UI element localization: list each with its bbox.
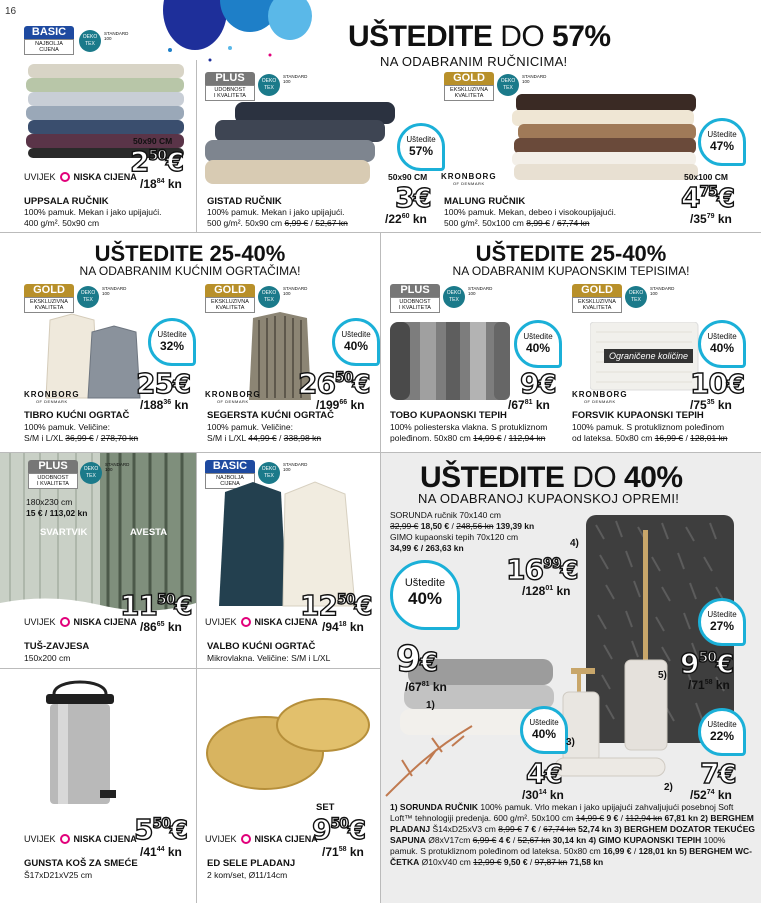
curtain-info-price: 15 € / 113,02 kn [26,508,88,518]
sele-price: $9^{50}€$ [312,813,366,846]
malung-name: MALUNG RUČNIK [444,196,526,207]
malung-size: 50x100 CM [684,172,728,182]
gimo-price-big: $16^{99}€$ [506,553,578,586]
curtain-name: TUŠ-ZAVJESA [24,641,90,652]
standard-label: STANDARD 100 [650,286,675,296]
tibro-robes-image [40,310,145,400]
curtain-info-size: 180x230 cm [26,497,73,507]
oeko-tex-icon: OEKO TEX [625,286,647,308]
uppsala-price-kn: $/18^{84}$ kn [140,177,182,191]
standard-label: STANDARD 100 [283,74,308,84]
gistad-price-kn: $/22^{60}$ kn [385,212,427,226]
item-number-5: 5) [658,670,667,681]
curtain-desc: 150x200 cm [24,653,71,663]
dispenser-discount-bubble: Uštedite 40% [520,706,568,754]
segersta-price: $26^{50}€$ [298,367,370,400]
gistad-price: 3€ [395,181,431,214]
segersta-discount-bubble: Uštedite 40% [332,318,380,366]
standard-label: STANDARD 100 [102,286,127,296]
oeko-tex-icon: OEKO TEX [258,462,280,484]
tibro-desc: 100% pamuk. Veličine: [24,422,110,432]
uvijek-niska-cijena-logo: UVIJEK NISKA CIJENA [24,617,137,627]
plus-badge: PLUS UDOBNOST I KVALITETA [390,284,440,313]
forsvik-desc-2: od lateksa. 50x80 cm 16,99 € / 128,01 kn [572,433,728,443]
malung-discount-bubble: Uštedite 47% [698,118,746,166]
sele-trays-image [205,695,375,795]
tray-price-kn: $/52^{74}$ kn [690,788,732,802]
uppsala-size: 50x90 CM [133,136,173,146]
uvijek-niska-cijena-logo: UVIJEK NISKA CIJENA [205,617,318,627]
malung-price: $4^{75}€$ [681,181,735,214]
uvijek-niska-cijena-logo: UVIJEK NISKA CIJENA [24,172,137,182]
divider [196,60,197,232]
gimo-price: 34,99 € / 263,63 kn [390,543,464,553]
forsvik-price: 10€ [690,367,745,400]
malung-towels-image [512,92,702,182]
standard-label: STANDARD 100 [104,31,129,41]
gistad-desc: 100% pamuk. Mekan i jako upijajući. [207,207,345,217]
item-number-3: 3) [566,737,575,748]
item-number-1: 1) [426,700,435,711]
gunsta-price: $5^{50}€$ [134,813,188,846]
limited-quantity-tag: Ograničene količine [604,349,693,363]
forsvik-discount-bubble: Uštedite 40% [698,320,746,368]
rugs-section-title: UŠTEDITE 25-40% [475,241,667,266]
forsvik-price-kn: $/75^{35}$ kn [690,398,732,412]
forsvik-desc: 100% pamuk. S protukliznom poleđinom [572,422,725,432]
uppsala-desc: 100% pamuk. Mekan i jako upijajući. 400 g/m². 50x90 cm [24,207,162,228]
tobo-rug-image [390,322,512,402]
gimo-line: GIMO kupaonski tepih 70x120 cm [390,532,519,542]
item-number-2: 2) [664,782,673,793]
malung-desc: 100% pamuk. Mekan, debeo i visokoupijajući. [444,207,616,217]
divider [196,452,197,903]
page-number: 16 [5,6,17,17]
brush-price: $9^{50}€$ [680,647,734,680]
kronborg-logo: KRONBORG OF DENMARK [572,390,628,404]
gunsta-desc: Š17xD21xV25 cm [24,870,93,880]
tray-discount-bubble: Uštedite 22% [698,708,746,756]
brush-discount-bubble: Uštedite 27% [698,598,746,646]
curtain-label-avesta: AVESTA [130,527,168,538]
dispenser-price-kn: $/30^{14}$ kn [522,788,564,802]
kronborg-logo: KRONBORG OF DENMARK [205,390,261,404]
gold-badge: GOLD EKSKLUZIVNA KVALITETA [444,72,494,101]
oeko-tex-icon: OEKO TEX [258,286,280,308]
hero-title: UŠTEDITE DO 57% [348,20,611,53]
oeko-tex-icon: OEKO TEX [77,286,99,308]
oeko-tex-icon: OEKO TEX [80,462,102,484]
segersta-desc: 100% pamuk. Veličine: [207,422,293,432]
segersta-price-kn: $/199^{66}$ kn [316,398,365,412]
sele-set-label: SET [316,802,335,813]
divider [0,668,380,669]
plus-badge: PLUS UDOBNOST I KVALITETA [205,72,255,101]
curtain-price: $11^{50}€$ [120,589,192,622]
tibro-price: 25€ [136,367,191,400]
standard-label: STANDARD 100 [105,462,130,472]
gunsta-bin-image [40,680,120,810]
bath-title: UŠTEDITE DO 40% [420,461,683,494]
gistad-desc-2: 500 g/m². 50x90 cm 6,99 € / 52,67 kn [207,218,348,228]
curtain-price-kn: $/86^{65}$ kn [140,620,182,634]
gold-badge: GOLD EKSKLUZIVNA KVALITETA [24,284,74,313]
gold-badge: GOLD EKSKLUZIVNA KVALITETA [572,284,622,313]
uvijek-niska-cijena-logo: UVIJEK NISKA CIJENA [24,834,137,844]
gunsta-name: GUNSTA KOŠ ZA SMEĆE [24,858,138,869]
gunsta-price-kn: $/41^{44}$ kn [140,845,182,859]
kronborg-logo: KRONBORG OF DENMARK [24,390,80,404]
item-number-4: 4) [570,538,579,549]
segersta-name: SEGERSTA KUĆNI OGRTAČ [207,410,335,421]
valbo-price: $12^{50}€$ [300,589,372,622]
tobo-name: TOBO KUPAONSKI TEPIH [390,410,507,421]
uppsala-name: UPPSALA RUČNIK [24,196,109,207]
brush-price-kn: $/71^{58}$ kn [688,678,730,692]
dispenser-price: 4€ [526,757,562,790]
plus-badge: PLUS UDOBNOST I KVALITETA [28,460,78,489]
tobo-price-kn: $/67^{81}$ kn [508,398,550,412]
standard-label: STANDARD 100 [468,286,493,296]
hero-subtitle: NA ODABRANIM RUČNICIMA! [380,54,568,69]
uvijek-niska-cijena-logo: UVIJEK NISKA CIJENA [205,834,318,844]
malung-desc-2: 500 g/m². 50x100 cm 8,99 € / 67,74 kn [444,218,590,228]
valbo-name: VALBO KUĆNI OGRTAČ [207,641,316,652]
tobo-desc-2: poleđinom. 50x80 cm 14,99 € / 112,94 kn [390,433,546,443]
gold-badge: GOLD EKSKLUZIVNA KVALITETA [205,284,255,313]
sele-price-kn: $/71^{58}$ kn [322,845,364,859]
sorunda-prices: 32,99 € 18,50 € / 248,56 kn 139,39 kn [390,521,535,531]
bath-discount-bubble: Uštedite 40% [390,560,460,630]
tibro-price-kn: $/188^{36}$ kn [140,398,189,412]
gistad-size: 50x90 CM [388,172,428,182]
tray-price: 7€ [700,757,736,790]
standard-label: STANDARD 100 [522,74,547,84]
curtain-label-svartvik: SVARTVIK [40,527,88,538]
branch-decoration [382,720,482,800]
standard-label: STANDARD 100 [283,286,308,296]
oeko-tex-icon: OEKO TEX [443,286,465,308]
robes-section-subtitle: NA ODABRANIM KUĆNIM OGRTAČIMA! [79,264,301,278]
standard-label: STANDARD 100 [283,462,308,472]
bath-subtitle: NA ODABRANOJ KUPAONSKOJ OPREMI! [418,491,680,506]
tobo-price: 9€ [520,367,556,400]
gistad-towels-image [205,100,400,190]
valbo-desc: Mikrovlakna. Veličine: S/M i L/XL [207,653,331,663]
basic-badge: BASIC NAJBOLJA CIJENA [205,460,255,489]
uppsala-price: $2^{50}€$ [130,145,184,178]
valbo-robes-image [215,478,365,608]
oeko-tex-icon: OEKO TEX [497,74,519,96]
tibro-desc-2: S/M i L/XL 36,99 € / 278,70 kn [24,433,139,443]
gistad-discount-bubble: Uštedite 57% [397,123,445,171]
sorunda-line: SORUNDA ručnik 70x140 cm [390,510,502,520]
forsvik-name: FORSVIK KUPAONSKI TEPIH [572,410,704,421]
gimo-price-kn: $/128^{01}$ kn [522,584,571,598]
tibro-name: TIBRO KUĆNI OGRTAČ [24,410,130,421]
malung-price-kn: $/35^{79}$ kn [690,212,732,226]
tibro-discount-bubble: Uštedite 32% [148,318,196,366]
valbo-price-kn: $/94^{18}$ kn [322,620,364,634]
sele-name: ED SELE PLADANJ [207,858,296,869]
tobo-discount-bubble: Uštedite 40% [514,320,562,368]
sele-desc: 2 kom/set, Ø11/14cm [207,870,288,880]
sorunda-price: 9€ [396,639,438,680]
kronborg-logo: KRONBORG OF DENMARK [441,172,497,186]
segersta-desc-2: S/M i L/XL 44,99 € / 338,98 kn [207,433,322,443]
bath-fine-print: 1) SORUNDA RUČNIK 100% pamuk. Vrlo mekan i jako upijajući zahvaljujući posebnoj Soft Loft™ tehnologiji predenja. 600 g/m². 50x100 cm 14,99 € 9 € / 112,94 kn 67,81 kn 2) BERGHEM PLADANJ Š14xD25xV3 cm 8,99 € 7 € / 67,74 kn 52,74 kn 3) BERGHEM DOZATOR TEKUĆEG SAPUNA Ø8xV17cm 6,99 € 4 € / 52,67 kn 30,14 kn 4) GIMO KUPAONSKI TEPIH 100% pamuk. S protukliznom poleđinom od lateksa. 50x80 cm 16,99 € / 128,01 kn 5) BERGHEM WC-ČETKA Ø10xV40 cm 12,99 € 9,50 € / 97,87 kn 71,58 kn [390,802,755,867]
rugs-section-subtitle: NA ODABRANIM KUPAONSKIM TEPISIMA! [452,264,690,278]
robes-section-title: UŠTEDITE 25-40% [94,241,286,266]
tobo-desc: 100% poliesterska vlakna. S protukliznom [390,422,548,432]
gistad-name: GISTAD RUČNIK [207,196,282,207]
basic-badge: BASIC NAJBOLJA CIJENA [24,26,74,55]
oeko-tex-icon: OEKO TEX [258,74,280,96]
oeko-tex-icon: OEKO TEX [79,30,101,52]
sorunda-price-kn: $/67^{81}$ kn [405,680,447,694]
